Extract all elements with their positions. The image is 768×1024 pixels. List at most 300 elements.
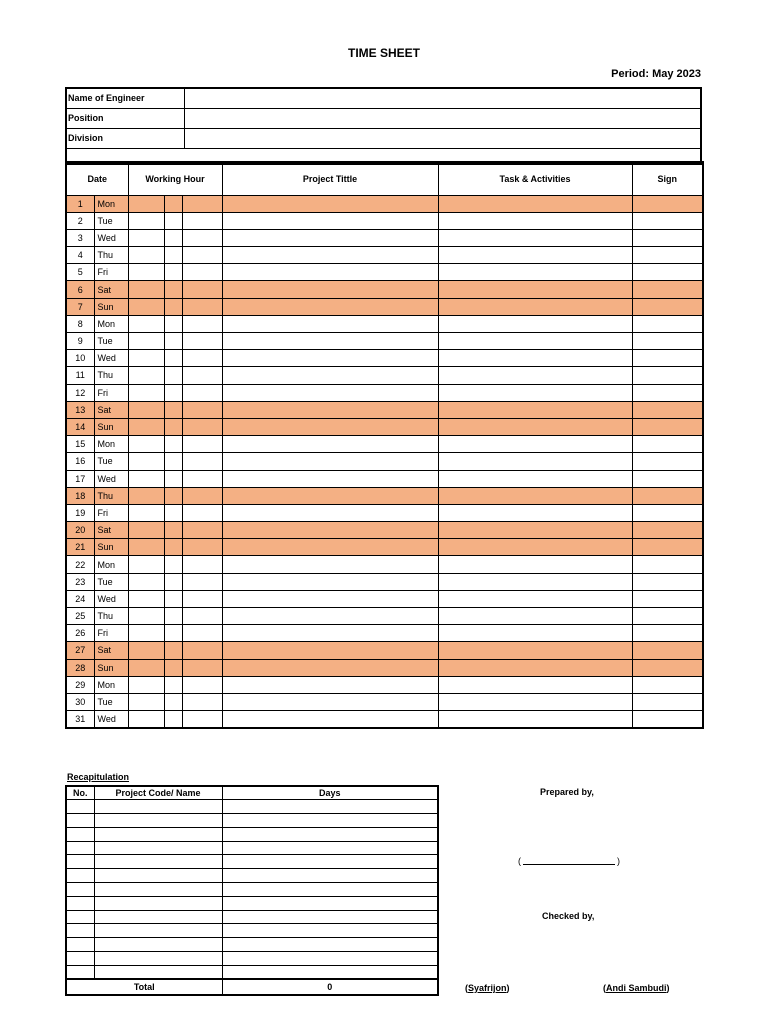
- project-title-cell[interactable]: [222, 539, 438, 556]
- sign-cell[interactable]: [632, 453, 703, 470]
- sign-cell[interactable]: [632, 504, 703, 521]
- sign-cell[interactable]: [632, 367, 703, 384]
- working-hour-sep[interactable]: [164, 539, 182, 556]
- engineer-field[interactable]: [185, 89, 700, 108]
- sign-cell[interactable]: [632, 195, 703, 212]
- working-hour-out[interactable]: [182, 229, 222, 246]
- row-day-name: Sat: [94, 642, 128, 659]
- task-cell[interactable]: [438, 453, 632, 470]
- working-hour-sep[interactable]: [164, 384, 182, 401]
- sign-cell[interactable]: [632, 418, 703, 435]
- table-row: [66, 298, 703, 315]
- task-cell[interactable]: [438, 436, 632, 453]
- table-row: [66, 676, 703, 693]
- recap-no-cell[interactable]: [66, 814, 94, 828]
- sign-cell[interactable]: [632, 401, 703, 418]
- working-hour-in[interactable]: [128, 264, 164, 281]
- working-hour-sep[interactable]: [164, 693, 182, 710]
- working-hour-in[interactable]: [128, 384, 164, 401]
- sign-cell[interactable]: [632, 642, 703, 659]
- table-row: [66, 264, 703, 281]
- project-title-cell[interactable]: [222, 247, 438, 264]
- working-hour-in[interactable]: [128, 401, 164, 418]
- working-hour-sep[interactable]: [164, 487, 182, 504]
- recap-no-header: No.: [66, 786, 94, 800]
- sign-cell[interactable]: [632, 573, 703, 590]
- row-date-number: 15: [66, 436, 94, 453]
- signer-right: [603, 983, 670, 993]
- table-row: [66, 436, 703, 453]
- working-hour-out[interactable]: [182, 470, 222, 487]
- row-day-name: Fri: [94, 384, 128, 401]
- row-day-name: Thu: [94, 247, 128, 264]
- working-hour-header: Working Hour: [128, 162, 222, 195]
- recap-title: Recapitulation: [67, 772, 130, 782]
- working-hour-in[interactable]: [128, 418, 164, 435]
- row-date-number: 12: [66, 384, 94, 401]
- row-day-name: Wed: [94, 470, 128, 487]
- working-hour-out[interactable]: [182, 367, 222, 384]
- row-date-number: 8: [66, 315, 94, 332]
- sign-cell[interactable]: [632, 384, 703, 401]
- sign-cell[interactable]: [632, 539, 703, 556]
- recap-row: [66, 910, 438, 924]
- working-hour-in[interactable]: [128, 659, 164, 676]
- recap-no-cell[interactable]: [66, 855, 94, 869]
- project-title-cell[interactable]: [222, 264, 438, 281]
- project-title-cell[interactable]: [222, 212, 438, 229]
- recap-no-cell[interactable]: [66, 924, 94, 938]
- table-row: [66, 487, 703, 504]
- working-hour-in[interactable]: [128, 590, 164, 607]
- sign-cell[interactable]: [632, 212, 703, 229]
- signer-left-close-paren: ): [506, 983, 510, 993]
- working-hour-sep[interactable]: [164, 281, 182, 298]
- sign-cell[interactable]: [632, 333, 703, 350]
- sign-cell[interactable]: [632, 281, 703, 298]
- working-hour-out[interactable]: [182, 625, 222, 642]
- recap-no-cell[interactable]: [66, 952, 94, 966]
- recap-project-cell[interactable]: [94, 841, 222, 855]
- recap-days-header: Days: [222, 786, 438, 800]
- table-row: [66, 556, 703, 573]
- working-hour-out[interactable]: [182, 642, 222, 659]
- working-hour-out[interactable]: [182, 556, 222, 573]
- task-cell[interactable]: [438, 522, 632, 539]
- project-title-cell[interactable]: [222, 556, 438, 573]
- working-hour-out[interactable]: [182, 333, 222, 350]
- signer-left: [465, 983, 510, 993]
- prepared-signature-line[interactable]: [518, 856, 620, 866]
- working-hour-out[interactable]: [182, 539, 222, 556]
- working-hour-out[interactable]: [182, 487, 222, 504]
- working-hour-out[interactable]: [182, 350, 222, 367]
- task-cell[interactable]: [438, 281, 632, 298]
- working-hour-in[interactable]: [128, 573, 164, 590]
- working-hour-sep[interactable]: [164, 367, 182, 384]
- project-title-cell[interactable]: [222, 608, 438, 625]
- sign-cell[interactable]: [632, 590, 703, 607]
- table-row: [66, 642, 703, 659]
- project-title-cell[interactable]: [222, 401, 438, 418]
- working-hour-in[interactable]: [128, 556, 164, 573]
- division-field[interactable]: [185, 129, 700, 148]
- working-hour-sep[interactable]: [164, 453, 182, 470]
- working-hour-sep[interactable]: [164, 625, 182, 642]
- project-title-cell[interactable]: [222, 693, 438, 710]
- working-hour-out[interactable]: [182, 264, 222, 281]
- recap-project-cell[interactable]: [94, 952, 222, 966]
- working-hour-out[interactable]: [182, 590, 222, 607]
- task-cell[interactable]: [438, 470, 632, 487]
- working-hour-out[interactable]: [182, 212, 222, 229]
- working-hour-out[interactable]: [182, 522, 222, 539]
- row-day-name: Thu: [94, 487, 128, 504]
- working-hour-in[interactable]: [128, 436, 164, 453]
- signer-right-name: Andi Sambudi: [606, 983, 667, 993]
- working-hour-sep[interactable]: [164, 247, 182, 264]
- recap-row: [66, 800, 438, 814]
- working-hour-sep[interactable]: [164, 504, 182, 521]
- recap-days-cell[interactable]: [222, 938, 438, 952]
- row-date-number: 14: [66, 418, 94, 435]
- task-cell[interactable]: [438, 642, 632, 659]
- project-title-cell[interactable]: [222, 367, 438, 384]
- recap-no-cell[interactable]: [66, 910, 94, 924]
- recap-project-cell[interactable]: [94, 855, 222, 869]
- recap-days-cell[interactable]: [222, 814, 438, 828]
- working-hour-sep[interactable]: [164, 590, 182, 607]
- position-field[interactable]: [185, 109, 700, 128]
- working-hour-sep[interactable]: [164, 522, 182, 539]
- recap-no-cell[interactable]: [66, 869, 94, 883]
- recap-project-cell[interactable]: [94, 896, 222, 910]
- row-day-name: Sat: [94, 281, 128, 298]
- working-hour-out[interactable]: [182, 711, 222, 728]
- project-title-cell[interactable]: [222, 573, 438, 590]
- sign-cell[interactable]: [632, 522, 703, 539]
- task-cell[interactable]: [438, 608, 632, 625]
- recap-no-cell[interactable]: [66, 938, 94, 952]
- row-date-number: 31: [66, 711, 94, 728]
- working-hour-out[interactable]: [182, 693, 222, 710]
- recap-days-cell[interactable]: [222, 800, 438, 814]
- recap-days-cell[interactable]: [222, 896, 438, 910]
- recap-project-cell[interactable]: [94, 938, 222, 952]
- working-hour-in[interactable]: [128, 625, 164, 642]
- division-label: Division: [67, 129, 185, 148]
- project-title-cell[interactable]: [222, 711, 438, 728]
- recap-days-cell[interactable]: [222, 910, 438, 924]
- task-cell[interactable]: [438, 229, 632, 246]
- recap-row: [66, 965, 438, 979]
- recap-project-cell[interactable]: [94, 814, 222, 828]
- recap-project-cell[interactable]: [94, 924, 222, 938]
- recap-no-cell[interactable]: [66, 965, 94, 979]
- working-hour-sep[interactable]: [164, 676, 182, 693]
- working-hour-out[interactable]: [182, 436, 222, 453]
- project-title-cell[interactable]: [222, 590, 438, 607]
- working-hour-sep[interactable]: [164, 333, 182, 350]
- task-cell[interactable]: [438, 418, 632, 435]
- sign-cell[interactable]: [632, 625, 703, 642]
- recap-no-cell[interactable]: [66, 883, 94, 897]
- working-hour-sep[interactable]: [164, 436, 182, 453]
- close-paren: ): [617, 856, 620, 866]
- task-cell[interactable]: [438, 298, 632, 315]
- task-cell[interactable]: [438, 212, 632, 229]
- row-date-number: 2: [66, 212, 94, 229]
- working-hour-out[interactable]: [182, 247, 222, 264]
- row-date-number: 13: [66, 401, 94, 418]
- recap-days-cell[interactable]: [222, 827, 438, 841]
- project-title-cell[interactable]: [222, 642, 438, 659]
- row-day-name: Sun: [94, 298, 128, 315]
- row-day-name: Mon: [94, 315, 128, 332]
- recap-no-cell[interactable]: [66, 827, 94, 841]
- sign-cell[interactable]: [632, 298, 703, 315]
- working-hour-out[interactable]: [182, 315, 222, 332]
- table-row: [66, 453, 703, 470]
- sign-cell[interactable]: [632, 247, 703, 264]
- sign-cell[interactable]: [632, 487, 703, 504]
- project-title-cell[interactable]: [222, 315, 438, 332]
- table-row: [66, 504, 703, 521]
- working-hour-in[interactable]: [128, 642, 164, 659]
- division-row: [67, 129, 700, 149]
- working-hour-sep[interactable]: [164, 711, 182, 728]
- project-title-cell[interactable]: [222, 453, 438, 470]
- recap-days-cell[interactable]: [222, 855, 438, 869]
- working-hour-out[interactable]: [182, 608, 222, 625]
- task-cell[interactable]: [438, 659, 632, 676]
- sign-cell[interactable]: [632, 659, 703, 676]
- task-cell[interactable]: [438, 315, 632, 332]
- sign-cell[interactable]: [632, 693, 703, 710]
- sign-cell[interactable]: [632, 556, 703, 573]
- task-cell[interactable]: [438, 590, 632, 607]
- row-date-number: 4: [66, 247, 94, 264]
- working-hour-out[interactable]: [182, 659, 222, 676]
- sign-cell[interactable]: [632, 711, 703, 728]
- project-title-cell[interactable]: [222, 522, 438, 539]
- recap-no-cell[interactable]: [66, 896, 94, 910]
- position-label: Position: [67, 109, 185, 128]
- working-hour-in[interactable]: [128, 247, 164, 264]
- working-hour-sep[interactable]: [164, 298, 182, 315]
- working-hour-sep[interactable]: [164, 229, 182, 246]
- sign-cell[interactable]: [632, 608, 703, 625]
- row-date-number: 19: [66, 504, 94, 521]
- recap-days-cell[interactable]: [222, 869, 438, 883]
- working-hour-in[interactable]: [128, 608, 164, 625]
- row-day-name: Wed: [94, 229, 128, 246]
- sign-header: Sign: [632, 162, 703, 195]
- project-title-cell[interactable]: [222, 436, 438, 453]
- row-date-number: 5: [66, 264, 94, 281]
- recap-days-cell[interactable]: [222, 841, 438, 855]
- row-day-name: Sat: [94, 522, 128, 539]
- row-day-name: Sun: [94, 659, 128, 676]
- recap-project-cell[interactable]: [94, 910, 222, 924]
- task-cell[interactable]: [438, 350, 632, 367]
- task-cell[interactable]: [438, 504, 632, 521]
- signer-right-close-paren: ): [666, 983, 670, 993]
- row-date-number: 20: [66, 522, 94, 539]
- task-cell[interactable]: [438, 247, 632, 264]
- working-hour-in[interactable]: [128, 487, 164, 504]
- project-title-cell[interactable]: [222, 195, 438, 212]
- row-date-number: 27: [66, 642, 94, 659]
- project-title-cell[interactable]: [222, 470, 438, 487]
- working-hour-sep[interactable]: [164, 659, 182, 676]
- working-hour-sep[interactable]: [164, 470, 182, 487]
- sign-cell[interactable]: [632, 350, 703, 367]
- project-title-cell[interactable]: [222, 281, 438, 298]
- working-hour-out[interactable]: [182, 573, 222, 590]
- row-day-name: Tue: [94, 693, 128, 710]
- task-cell[interactable]: [438, 556, 632, 573]
- recap-days-cell[interactable]: [222, 883, 438, 897]
- project-title-cell[interactable]: [222, 418, 438, 435]
- row-day-name: Mon: [94, 436, 128, 453]
- sign-cell[interactable]: [632, 470, 703, 487]
- working-hour-in[interactable]: [128, 539, 164, 556]
- task-cell[interactable]: [438, 693, 632, 710]
- table-row: [66, 659, 703, 676]
- sign-cell[interactable]: [632, 676, 703, 693]
- working-hour-out[interactable]: [182, 281, 222, 298]
- task-cell[interactable]: [438, 367, 632, 384]
- working-hour-in[interactable]: [128, 453, 164, 470]
- working-hour-out[interactable]: [182, 384, 222, 401]
- task-cell[interactable]: [438, 676, 632, 693]
- working-hour-out[interactable]: [182, 401, 222, 418]
- working-hour-in[interactable]: [128, 367, 164, 384]
- task-cell[interactable]: [438, 711, 632, 728]
- task-cell[interactable]: [438, 195, 632, 212]
- sign-cell[interactable]: [632, 436, 703, 453]
- working-hour-sep[interactable]: [164, 195, 182, 212]
- working-hour-sep[interactable]: [164, 315, 182, 332]
- working-hour-out[interactable]: [182, 504, 222, 521]
- task-cell[interactable]: [438, 625, 632, 642]
- task-cell[interactable]: [438, 384, 632, 401]
- table-row: [66, 590, 703, 607]
- signer-left-open-paren: (: [465, 983, 468, 993]
- task-cell[interactable]: [438, 264, 632, 281]
- working-hour-in[interactable]: [128, 195, 164, 212]
- row-day-name: Thu: [94, 608, 128, 625]
- working-hour-out[interactable]: [182, 195, 222, 212]
- recap-project-cell[interactable]: [94, 965, 222, 979]
- project-title-cell[interactable]: [222, 333, 438, 350]
- row-day-name: Sun: [94, 418, 128, 435]
- recap-project-cell[interactable]: [94, 869, 222, 883]
- recap-row: [66, 855, 438, 869]
- working-hour-in[interactable]: [128, 504, 164, 521]
- row-day-name: Thu: [94, 367, 128, 384]
- working-hour-sep[interactable]: [164, 608, 182, 625]
- working-hour-in[interactable]: [128, 676, 164, 693]
- working-hour-in[interactable]: [128, 281, 164, 298]
- table-row: [66, 281, 703, 298]
- project-title-cell[interactable]: [222, 229, 438, 246]
- recap-header-row: [66, 786, 438, 800]
- working-hour-sep[interactable]: [164, 264, 182, 281]
- recap-days-cell[interactable]: [222, 924, 438, 938]
- working-hour-out[interactable]: [182, 453, 222, 470]
- working-hour-in[interactable]: [128, 711, 164, 728]
- working-hour-sep[interactable]: [164, 212, 182, 229]
- project-title-cell[interactable]: [222, 350, 438, 367]
- recap-no-cell[interactable]: [66, 841, 94, 855]
- task-cell[interactable]: [438, 487, 632, 504]
- table-row: [66, 247, 703, 264]
- engineer-row: [67, 89, 700, 109]
- project-title-cell[interactable]: [222, 487, 438, 504]
- sign-cell[interactable]: [632, 264, 703, 281]
- task-cell[interactable]: [438, 333, 632, 350]
- working-hour-sep[interactable]: [164, 556, 182, 573]
- working-hour-in[interactable]: [128, 229, 164, 246]
- working-hour-sep[interactable]: [164, 573, 182, 590]
- sign-cell[interactable]: [632, 315, 703, 332]
- row-date-number: 6: [66, 281, 94, 298]
- recap-days-cell[interactable]: [222, 965, 438, 979]
- recap-no-cell[interactable]: [66, 800, 94, 814]
- row-date-number: 29: [66, 676, 94, 693]
- working-hour-in[interactable]: [128, 315, 164, 332]
- row-date-number: 21: [66, 539, 94, 556]
- recap-project-cell[interactable]: [94, 827, 222, 841]
- project-title-cell[interactable]: [222, 384, 438, 401]
- project-title-cell[interactable]: [222, 625, 438, 642]
- working-hour-sep[interactable]: [164, 350, 182, 367]
- recap-project-cell[interactable]: [94, 883, 222, 897]
- working-hour-sep[interactable]: [164, 401, 182, 418]
- project-title-cell[interactable]: [222, 676, 438, 693]
- project-title-cell[interactable]: [222, 298, 438, 315]
- recap-days-cell[interactable]: [222, 952, 438, 966]
- row-date-number: 1: [66, 195, 94, 212]
- working-hour-in[interactable]: [128, 350, 164, 367]
- project-title-cell[interactable]: [222, 659, 438, 676]
- row-day-name: Mon: [94, 676, 128, 693]
- working-hour-out[interactable]: [182, 298, 222, 315]
- working-hour-in[interactable]: [128, 212, 164, 229]
- engineer-label: Name of Engineer: [67, 89, 185, 108]
- task-cell[interactable]: [438, 539, 632, 556]
- checked-by-label: Checked by,: [542, 911, 595, 921]
- working-hour-out[interactable]: [182, 676, 222, 693]
- working-hour-in[interactable]: [128, 693, 164, 710]
- sign-cell[interactable]: [632, 229, 703, 246]
- row-date-number: 28: [66, 659, 94, 676]
- working-hour-out[interactable]: [182, 418, 222, 435]
- working-hour-in[interactable]: [128, 298, 164, 315]
- task-cell[interactable]: [438, 401, 632, 418]
- recap-project-cell[interactable]: [94, 800, 222, 814]
- working-hour-in[interactable]: [128, 470, 164, 487]
- working-hour-sep[interactable]: [164, 418, 182, 435]
- working-hour-in[interactable]: [128, 522, 164, 539]
- working-hour-sep[interactable]: [164, 642, 182, 659]
- project-title-cell[interactable]: [222, 504, 438, 521]
- working-hour-in[interactable]: [128, 333, 164, 350]
- table-row: [66, 522, 703, 539]
- task-cell[interactable]: [438, 573, 632, 590]
